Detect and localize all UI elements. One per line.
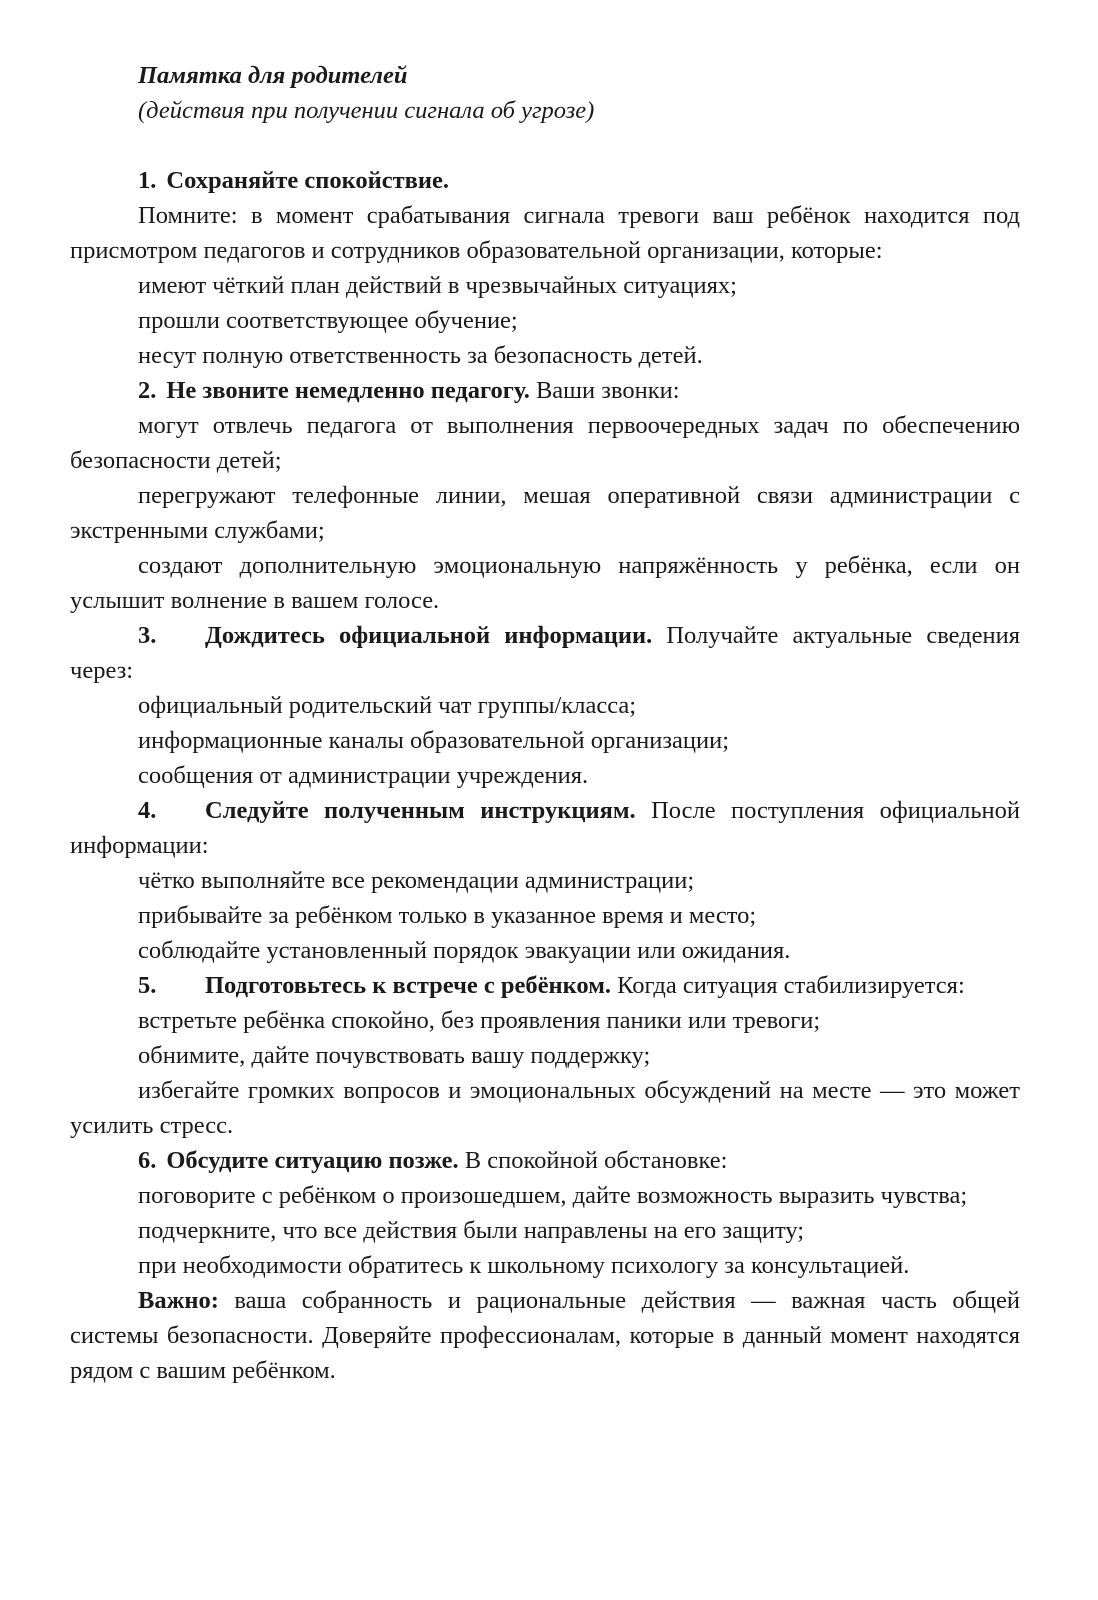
list-item: при необходимости обратитесь к школьному психологу за консультацией. <box>138 1252 910 1279</box>
list-item: чётко выполняйте все рекомендации администрации; <box>138 867 695 894</box>
section-title: Подготовьтесь к встрече с ребёнком. <box>205 972 612 999</box>
section-title: Обсудите ситуацию позже. <box>166 1147 459 1174</box>
section-1-heading <box>70 163 1020 198</box>
list-item: соблюдайте установленный порядок эвакуации или ожидания. <box>138 937 791 964</box>
section-5-heading <box>70 968 1020 1003</box>
section-intro: В спокойной обстановке: <box>464 1147 728 1174</box>
list-item: официальный родительский чат группы/класса; <box>138 692 637 719</box>
important-note <box>70 1283 1020 1388</box>
section-2-heading <box>70 373 1020 408</box>
list-item: поговорите с ребёнком о произошедшем, дайте возможность выразить чувства; <box>138 1182 968 1209</box>
list-item: имеют чёткий план действий в чрезвычайных ситуациях; <box>138 272 737 299</box>
section-title: Дождитесь официальной информации. <box>205 622 653 649</box>
list-item: сообщения от администрации учреждения. <box>138 762 589 789</box>
list-item: могут отвлечь педагога от выполнения первоочередных задач по обеспечению безопасности детей; <box>70 412 1020 474</box>
note-text: ваша собранность и рациональные действия — важная часть общей системы безопасности. Доверяйте профессионалам, которые в данный момент находятся рядом с вашим ребёнком. <box>70 1287 1020 1384</box>
section-intro: Ваши звонки: <box>535 377 680 404</box>
list-item: прошли соответствующее обучение; <box>138 307 518 334</box>
section-intro: После поступления официальной информации: <box>70 797 1020 859</box>
list-item: создают дополнительную эмоциональную напряжённость у ребёнка, если он услышит волнение в вашем голосе. <box>70 552 1020 614</box>
section-number: 5. <box>138 972 157 999</box>
section-3-heading <box>70 618 1020 688</box>
section-6-heading <box>70 1143 1020 1178</box>
section-number: 3. <box>138 622 157 649</box>
section-title: Следуйте полученным инструкциям. <box>205 797 636 824</box>
list-item: подчеркните, что все действия были направлены на его защиту; <box>138 1217 805 1244</box>
list-item: избегайте громких вопросов и эмоциональных обсуждений на месте — это может усилить стресс. <box>70 1077 1020 1139</box>
list-item: несут полную ответственность за безопасность детей. <box>138 342 703 369</box>
section-intro: Получайте актуальные сведения через: <box>70 622 1020 684</box>
document-page <box>70 58 1020 1388</box>
section-title: Не звоните немедленно педагогу. <box>166 377 530 404</box>
section-number: 1. <box>138 167 157 194</box>
section-title: Сохраняйте спокойствие. <box>166 167 450 194</box>
section-number: 2. <box>138 377 157 404</box>
spacer <box>70 128 1020 163</box>
list-item: перегружают телефонные линии, мешая оперативной связи администрации с экстренными службами; <box>70 482 1020 544</box>
section-number: 4. <box>138 797 157 824</box>
list-item: прибывайте за ребёнком только в указанное время и место; <box>138 902 757 929</box>
section-number: 6. <box>138 1147 157 1174</box>
list-item: информационные каналы образовательной организации; <box>138 727 730 754</box>
section-4-heading <box>70 793 1020 863</box>
section-intro: Когда ситуация стабилизируется: <box>617 972 965 999</box>
document-title: Памятка для родителей <box>138 62 408 89</box>
document-subtitle: (действия при получении сигнала об угрозе) <box>138 97 595 124</box>
list-item: обнимите, дайте почувствовать вашу поддержку; <box>138 1042 651 1069</box>
list-item: встретьте ребёнка спокойно, без проявления паники или тревоги; <box>138 1007 821 1034</box>
note-label: Важно: <box>138 1287 219 1314</box>
section-1-text: Помните: в момент срабатывания сигнала тревоги ваш ребёнок находится под присмотром педагогов и сотрудников образовательной организации, которые: <box>70 202 1020 264</box>
